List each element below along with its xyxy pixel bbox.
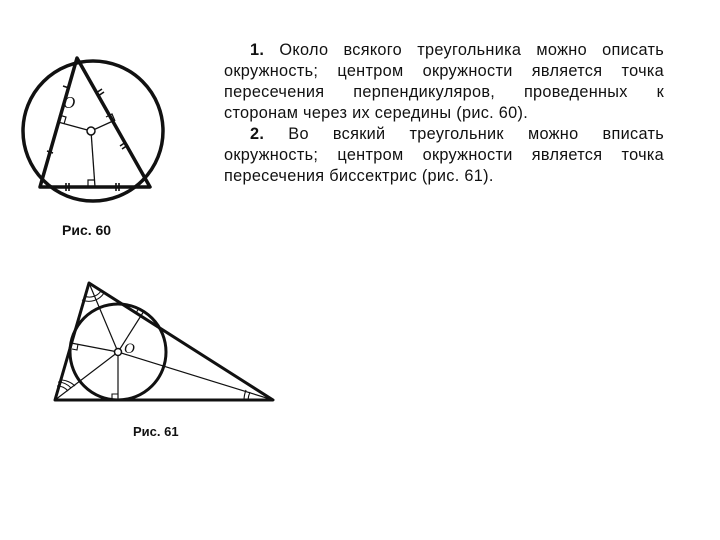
perpendicular-bisectors xyxy=(58,121,113,187)
right-angle-mark-left-61 xyxy=(72,344,78,350)
figure-60-caption: Рис. 60 xyxy=(62,222,112,238)
figure-61 xyxy=(55,283,273,400)
paragraph-1-text: Около всякого треугольника можно описать окружность; центром окружности является точка пересечения перпендикуляров, проведенных к сторонам через их середины (рис. 60). xyxy=(224,41,664,122)
paragraph-2-text: Во всякий треугольник можно вписать окружность; центром окружности является точка пересечения биссектрис (рис. 61). xyxy=(224,125,664,185)
triangle-60 xyxy=(40,58,150,187)
equal-segment-ticks xyxy=(47,86,128,191)
incenter-label: O xyxy=(124,341,135,357)
paragraph-1-number: 1. xyxy=(250,41,265,59)
circumcenter-label: O xyxy=(63,93,76,112)
figure-60 xyxy=(23,58,163,201)
incenter-point xyxy=(115,349,122,356)
circumcenter-point xyxy=(87,127,95,135)
tick-left-lower xyxy=(47,151,53,153)
bisector-left-61 xyxy=(55,352,118,400)
bisector-left xyxy=(58,122,91,131)
bisector-bottom xyxy=(91,131,95,187)
figure-61-caption: Рис. 61 xyxy=(133,424,179,439)
paragraph-2-number: 2. xyxy=(250,125,265,143)
